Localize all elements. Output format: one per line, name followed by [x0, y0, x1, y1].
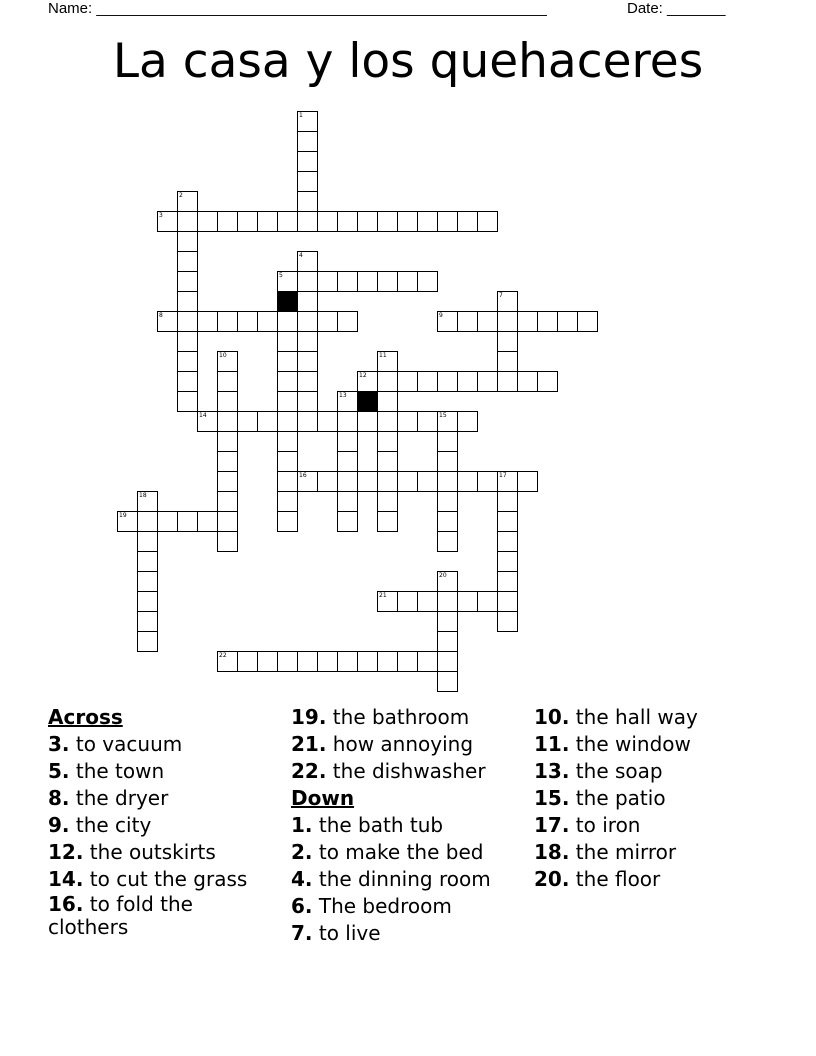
crossword-cell[interactable] [437, 451, 458, 472]
clue-item-number: 1. [291, 813, 313, 837]
crossword-cell[interactable] [277, 411, 298, 432]
crossword-cell[interactable] [437, 211, 458, 232]
crossword-cell[interactable] [497, 351, 518, 372]
crossword-cell[interactable] [217, 451, 238, 472]
crossword-cell[interactable] [397, 471, 418, 492]
crossword-cell[interactable] [497, 471, 518, 492]
clue-number: 10 [219, 352, 227, 359]
crossword-cell[interactable] [357, 371, 378, 392]
clue-item [291, 920, 521, 947]
clue-item-text: to iron [569, 813, 641, 837]
crossword-cell[interactable] [337, 311, 358, 332]
clue-section-heading: Down [291, 786, 355, 810]
crossword-cell[interactable] [397, 411, 418, 432]
clue-item-text: to make the bed [312, 840, 484, 864]
clue-item-number: 15. [534, 786, 570, 810]
crossword-cell[interactable] [217, 531, 238, 552]
clue-item-text: the outskirts [83, 840, 216, 864]
clue-item-text: the dinning room [312, 867, 491, 891]
clue-number: 21 [379, 592, 387, 599]
crossword-cell[interactable] [177, 391, 198, 412]
crossword-cell[interactable] [177, 251, 198, 272]
crossword-cell[interactable] [297, 191, 318, 212]
crossword-cell[interactable] [317, 311, 338, 332]
crossword-cell[interactable] [497, 531, 518, 552]
clue-item [291, 812, 521, 839]
blocked-cell [357, 391, 378, 412]
crossword-cell[interactable] [477, 211, 498, 232]
crossword-cell[interactable] [297, 291, 318, 312]
clue-item-number: 5. [48, 759, 70, 783]
clue-column-2 [291, 704, 521, 947]
crossword-cell[interactable] [457, 311, 478, 332]
crossword-cell[interactable] [217, 371, 238, 392]
crossword-cell[interactable] [297, 211, 318, 232]
crossword-cell[interactable] [277, 651, 298, 672]
crossword-cell[interactable] [277, 371, 298, 392]
clue-item-text: the window [569, 732, 691, 756]
crossword-cell[interactable] [477, 371, 498, 392]
clue-item [48, 785, 278, 812]
clue-item [48, 839, 278, 866]
crossword-cell[interactable] [437, 671, 458, 692]
crossword-cell[interactable] [377, 411, 398, 432]
name-field-label: Name: ______________________________________________________ [48, 0, 547, 17]
crossword-cell[interactable] [517, 371, 538, 392]
clue-number: 15 [439, 412, 447, 419]
crossword-cell[interactable] [177, 271, 198, 292]
crossword-cell[interactable] [157, 511, 178, 532]
crossword-cell[interactable] [337, 431, 358, 452]
puzzle-title: La casa y los quehaceres [112, 34, 704, 89]
crossword-cell[interactable] [397, 271, 418, 292]
clue-item-number: 21. [291, 732, 327, 756]
crossword-cell[interactable] [137, 491, 158, 512]
clue-item-number: 8. [48, 786, 70, 810]
crossword-cell[interactable] [377, 351, 398, 372]
clue-item [534, 866, 794, 893]
crossword-cell[interactable] [497, 551, 518, 572]
clue-number: 2 [179, 192, 183, 199]
clue-item-text: the town [69, 759, 165, 783]
clue-item-text: to cut the grass [83, 867, 248, 891]
crossword-cell[interactable] [217, 351, 238, 372]
clue-item-text: the soap [569, 759, 663, 783]
clue-item-number: 12. [48, 840, 84, 864]
crossword-cell[interactable] [177, 311, 198, 332]
crossword-cell[interactable] [357, 211, 378, 232]
crossword-cell[interactable] [217, 651, 238, 672]
crossword-cell[interactable] [337, 211, 358, 232]
crossword-cell[interactable] [557, 311, 578, 332]
crossword-cell[interactable] [177, 511, 198, 532]
crossword-cell[interactable] [177, 371, 198, 392]
crossword-cell[interactable] [457, 411, 478, 432]
crossword-cell[interactable] [337, 511, 358, 532]
crossword-cell[interactable] [277, 511, 298, 532]
crossword-cell[interactable] [497, 371, 518, 392]
crossword-cell[interactable] [297, 391, 318, 412]
crossword-cell[interactable] [577, 311, 598, 332]
crossword-cell[interactable] [297, 171, 318, 192]
clue-item [534, 839, 794, 866]
crossword-cell[interactable] [197, 411, 218, 432]
crossword-cell[interactable] [377, 271, 398, 292]
crossword-cell[interactable] [177, 351, 198, 372]
crossword-cell[interactable] [297, 371, 318, 392]
crossword-cell[interactable] [297, 651, 318, 672]
crossword-cell[interactable] [457, 211, 478, 232]
clue-item-text: the floor [569, 867, 661, 891]
clue-item-text: to live [312, 921, 381, 945]
crossword-cell[interactable] [337, 411, 358, 432]
clue-number: 18 [139, 492, 147, 499]
crossword-cell[interactable] [337, 391, 358, 412]
crossword-cell[interactable] [277, 311, 298, 332]
clue-number: 9 [439, 312, 443, 319]
crossword-cell[interactable] [377, 211, 398, 232]
crossword-cell[interactable] [237, 311, 258, 332]
crossword-cell[interactable] [297, 331, 318, 352]
clue-item-number: 14. [48, 867, 84, 891]
crossword-cell[interactable] [317, 471, 338, 492]
crossword-cell[interactable] [497, 511, 518, 532]
crossword-cell[interactable] [197, 211, 218, 232]
clue-section-heading: Across [48, 705, 123, 729]
crossword-cell[interactable] [297, 131, 318, 152]
crossword-cell[interactable] [457, 471, 478, 492]
clue-item-text: the dishwasher [326, 759, 486, 783]
crossword-cell[interactable] [177, 291, 198, 312]
clue-number: 5 [279, 272, 283, 279]
clue-item [291, 758, 521, 785]
crossword-cell[interactable] [437, 531, 458, 552]
blocked-cell [277, 291, 298, 312]
crossword-cell[interactable] [217, 411, 238, 432]
clue-item-text: The bedroom [312, 894, 452, 918]
crossword-cell[interactable] [277, 391, 298, 412]
crossword-cell[interactable] [257, 651, 278, 672]
clue-item-number: 10. [534, 705, 570, 729]
clue-number: 7 [499, 292, 503, 299]
clue-number: 19 [119, 512, 127, 519]
clue-number: 3 [159, 212, 163, 219]
clue-item-number: 4. [291, 867, 313, 891]
crossword-cell[interactable] [437, 651, 458, 672]
clue-item [48, 731, 278, 758]
crossword-cell[interactable] [257, 211, 278, 232]
crossword-cell[interactable] [437, 471, 458, 492]
crossword-cell[interactable] [377, 431, 398, 452]
clue-item-number: 13. [534, 759, 570, 783]
clue-number: 12 [359, 372, 367, 379]
clue-item [48, 893, 278, 939]
clue-item-number: 19. [291, 705, 327, 729]
crossword-cell[interactable] [257, 411, 278, 432]
clue-number: 20 [439, 572, 447, 579]
clue-item [291, 866, 521, 893]
crossword-cell[interactable] [417, 411, 438, 432]
crossword-cell[interactable] [297, 111, 318, 132]
crossword-cell[interactable] [277, 211, 298, 232]
clue-item [291, 731, 521, 758]
crossword-cell[interactable] [197, 511, 218, 532]
crossword-cell[interactable] [117, 511, 138, 532]
crossword-cell[interactable] [377, 451, 398, 472]
clue-item-text: to vacuum [69, 732, 183, 756]
clue-number: 17 [499, 472, 507, 479]
crossword-cell[interactable] [377, 591, 398, 612]
crossword-cell[interactable] [157, 311, 178, 332]
crossword-cell[interactable] [497, 491, 518, 512]
crossword-cell[interactable] [297, 271, 318, 292]
clue-item-number: 20. [534, 867, 570, 891]
crossword-cell[interactable] [417, 371, 438, 392]
clue-number: 13 [339, 392, 347, 399]
crossword-cell[interactable] [437, 311, 458, 332]
crossword-cell[interactable] [437, 591, 458, 612]
clue-number: 11 [379, 352, 387, 359]
crossword-cell[interactable] [297, 351, 318, 372]
clue-item-number: 17. [534, 813, 570, 837]
crossword-cell[interactable] [417, 591, 438, 612]
crossword-cell[interactable] [517, 311, 538, 332]
crossword-cell[interactable] [217, 431, 238, 452]
clue-item [48, 758, 278, 785]
crossword-cell[interactable] [177, 191, 198, 212]
crossword-cell[interactable] [217, 491, 238, 512]
crossword-cell[interactable] [417, 651, 438, 672]
crossword-cell[interactable] [417, 271, 438, 292]
crossword-cell[interactable] [277, 271, 298, 292]
crossword-cell[interactable] [517, 471, 538, 492]
crossword-cell[interactable] [397, 371, 418, 392]
crossword-cell[interactable] [437, 411, 458, 432]
crossword-cell[interactable] [137, 511, 158, 532]
crossword-cell[interactable] [137, 631, 158, 652]
crossword-cell[interactable] [397, 591, 418, 612]
crossword-cell[interactable] [317, 211, 338, 232]
crossword-cell[interactable] [377, 391, 398, 412]
crossword-cell[interactable] [357, 271, 378, 292]
crossword-cell[interactable] [477, 471, 498, 492]
crossword-cell[interactable] [437, 511, 458, 532]
clue-item-number: 11. [534, 732, 570, 756]
crossword-cell[interactable] [497, 591, 518, 612]
clue-item-number: 6. [291, 894, 313, 918]
clue-item-text: the city [69, 813, 152, 837]
crossword-cell[interactable] [297, 411, 318, 432]
crossword-cell[interactable] [277, 431, 298, 452]
crossword-cell[interactable] [337, 451, 358, 472]
crossword-cell[interactable] [197, 311, 218, 332]
crossword-cell[interactable] [137, 591, 158, 612]
crossword-cell[interactable] [337, 271, 358, 292]
crossword-cell[interactable] [297, 251, 318, 272]
clue-item [534, 704, 794, 731]
clue-item-text: the hall way [569, 705, 698, 729]
crossword-cell[interactable] [317, 411, 338, 432]
crossword-cell[interactable] [137, 611, 158, 632]
clue-item [534, 812, 794, 839]
clue-item [291, 893, 521, 920]
crossword-cell[interactable] [377, 511, 398, 532]
crossword-cell[interactable] [137, 531, 158, 552]
clue-item-text: the mirror [569, 840, 677, 864]
crossword-cell[interactable] [537, 371, 558, 392]
crossword-cell[interactable] [277, 331, 298, 352]
crossword-cell[interactable] [497, 571, 518, 592]
crossword-cell[interactable] [357, 651, 378, 672]
clue-item [534, 758, 794, 785]
crossword-cell[interactable] [497, 611, 518, 632]
clue-column-3 [534, 704, 794, 893]
crossword-cell[interactable] [177, 331, 198, 352]
clue-item-number: 3. [48, 732, 70, 756]
crossword-cell[interactable] [217, 211, 238, 232]
clue-item-number: 9. [48, 813, 70, 837]
crossword-cell[interactable] [237, 651, 258, 672]
crossword-cell[interactable] [297, 311, 318, 332]
clue-number: 6 [279, 292, 283, 299]
crossword-cell[interactable] [317, 271, 338, 292]
crossword-cell[interactable] [277, 491, 298, 512]
crossword-cell[interactable] [497, 311, 518, 332]
date-field-label: Date: _______ [627, 0, 726, 17]
crossword-cell[interactable] [137, 571, 158, 592]
crossword-cell[interactable] [497, 291, 518, 312]
clue-item-text: the bath tub [312, 813, 444, 837]
clue-item-number: 7. [291, 921, 313, 945]
clue-item-number: 22. [291, 759, 327, 783]
crossword-cell[interactable] [337, 651, 358, 672]
crossword-cell[interactable] [377, 651, 398, 672]
crossword-cell[interactable] [377, 491, 398, 512]
clue-item-number: 16. [48, 892, 84, 916]
clue-item-number: 2. [291, 840, 313, 864]
clue-number: 16 [299, 472, 307, 479]
crossword-cell[interactable] [317, 651, 338, 672]
crossword-cell[interactable] [437, 571, 458, 592]
clue-column-1 [48, 704, 278, 943]
crossword-cell[interactable] [177, 231, 198, 252]
clue-number: 4 [299, 252, 303, 259]
crossword-cell[interactable] [217, 391, 238, 412]
crossword-cell[interactable] [257, 311, 278, 332]
clue-number: 1 [299, 112, 303, 119]
crossword-cell[interactable] [437, 631, 458, 652]
crossword-cell[interactable] [217, 311, 238, 332]
clue-number: 22 [219, 652, 227, 659]
crossword-cell[interactable] [377, 371, 398, 392]
crossword-cell[interactable] [477, 311, 498, 332]
clue-item [48, 866, 278, 893]
crossword-cell[interactable] [297, 471, 318, 492]
clue-item [48, 812, 278, 839]
crossword-cell[interactable] [357, 411, 378, 432]
crossword-cell[interactable] [337, 471, 358, 492]
crossword-cell[interactable] [217, 511, 238, 532]
crossword-cell[interactable] [417, 471, 438, 492]
crossword-cell[interactable] [237, 411, 258, 432]
clue-item-text: the bathroom [326, 705, 470, 729]
crossword-cell[interactable] [397, 651, 418, 672]
crossword-cell[interactable] [497, 331, 518, 352]
clue-item-text: to fold the clothers [48, 892, 193, 939]
crossword-cell[interactable] [237, 211, 258, 232]
crossword-cell[interactable] [437, 491, 458, 512]
crossword-cell[interactable] [277, 471, 298, 492]
crossword-cell[interactable] [277, 451, 298, 472]
crossword-cell[interactable] [437, 371, 458, 392]
crossword-cell[interactable] [277, 351, 298, 372]
clue-item-number: 18. [534, 840, 570, 864]
crossword-cell[interactable] [477, 591, 498, 612]
clue-item [291, 704, 521, 731]
crossword-cell[interactable] [157, 211, 178, 232]
crossword-cell[interactable] [357, 471, 378, 492]
crossword-cell[interactable] [417, 211, 438, 232]
clue-item-text: the patio [569, 786, 666, 810]
crossword-cell[interactable] [457, 371, 478, 392]
crossword-cell[interactable] [537, 311, 558, 332]
clue-number: 8 [159, 312, 163, 319]
clue-item-text: how annoying [326, 732, 474, 756]
clue-item [534, 731, 794, 758]
crossword-cell[interactable] [217, 471, 238, 492]
clue-number: 14 [199, 412, 207, 419]
crossword-cell[interactable] [337, 491, 358, 512]
clue-item [291, 839, 521, 866]
crossword-cell[interactable] [137, 551, 158, 572]
crossword-cell[interactable] [437, 431, 458, 452]
crossword-cell[interactable] [457, 591, 478, 612]
crossword-cell[interactable] [177, 211, 198, 232]
crossword-cell[interactable] [377, 471, 398, 492]
crossword-cell[interactable] [437, 611, 458, 632]
crossword-cell[interactable] [297, 151, 318, 172]
crossword-cell[interactable] [397, 211, 418, 232]
clue-item [534, 785, 794, 812]
clue-item-text: the dryer [69, 786, 169, 810]
